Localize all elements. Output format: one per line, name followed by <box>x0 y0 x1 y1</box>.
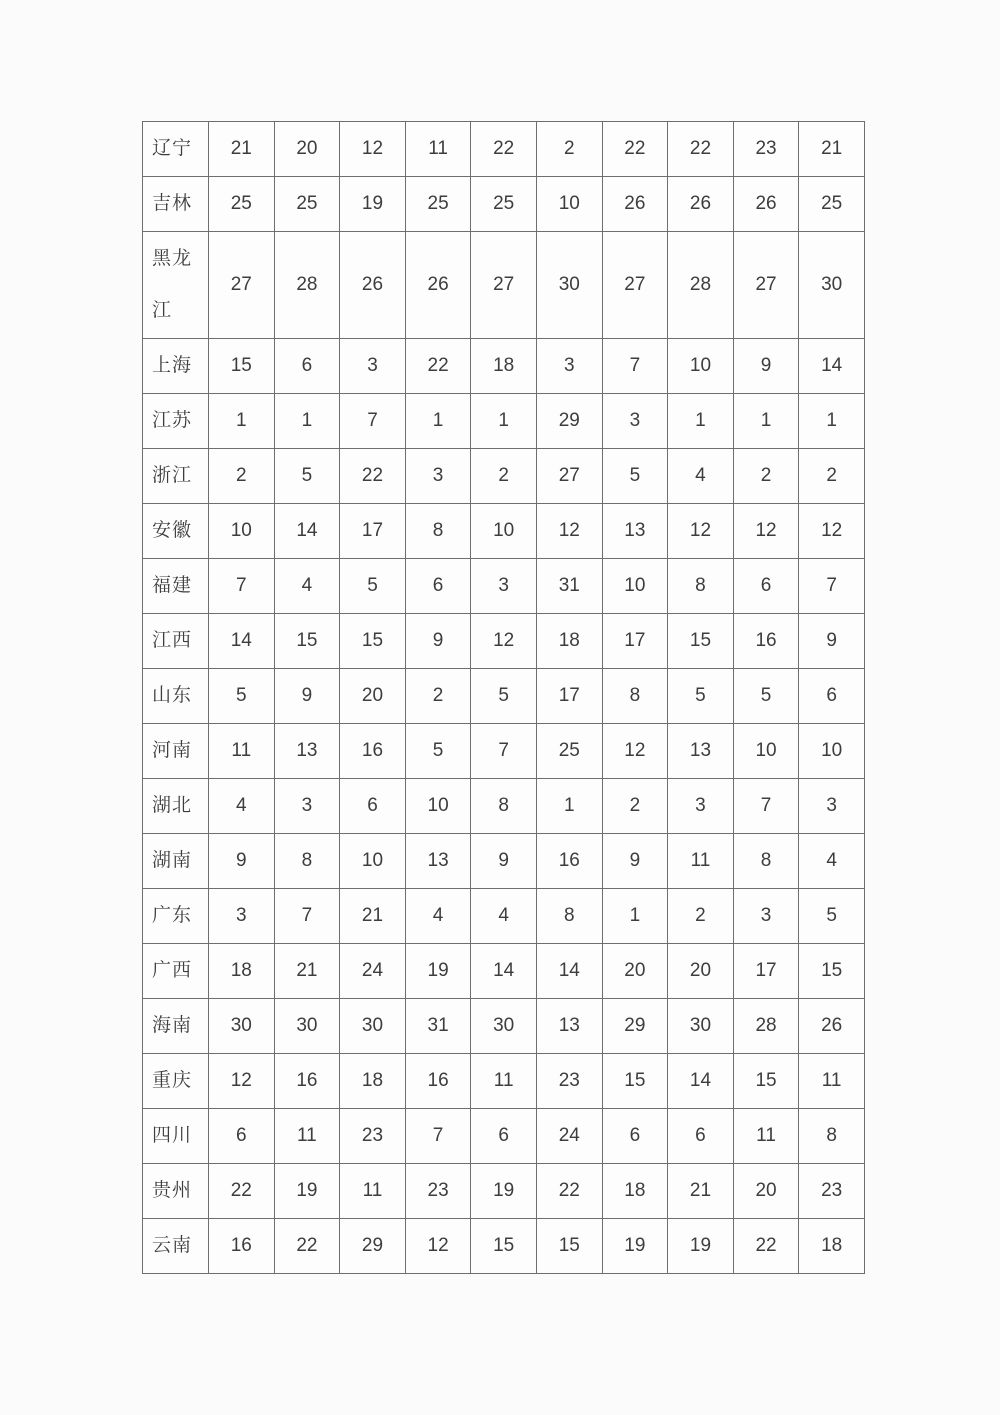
rank-value-cell: 5 <box>799 889 865 944</box>
rank-value-cell: 3 <box>209 889 275 944</box>
rank-value-cell: 7 <box>274 889 340 944</box>
rank-value-cell: 15 <box>340 614 406 669</box>
rank-value-cell: 12 <box>668 504 734 559</box>
rank-value-cell: 21 <box>340 889 406 944</box>
province-label: 贵州 <box>143 1164 209 1219</box>
rank-value-cell: 17 <box>340 504 406 559</box>
rank-value-cell: 9 <box>209 834 275 889</box>
rank-value-cell: 12 <box>733 504 799 559</box>
rank-value-cell: 27 <box>536 449 602 504</box>
rank-value-cell: 7 <box>209 559 275 614</box>
rank-value-cell: 3 <box>536 339 602 394</box>
rank-value-cell: 12 <box>799 504 865 559</box>
rank-value-cell: 4 <box>405 889 471 944</box>
rank-value-cell: 7 <box>799 559 865 614</box>
province-label: 广西 <box>143 944 209 999</box>
rank-value-cell: 25 <box>209 177 275 232</box>
rank-value-cell: 12 <box>602 724 668 779</box>
rank-value-cell: 17 <box>733 944 799 999</box>
province-label: 云南 <box>143 1219 209 1274</box>
province-label: 广东 <box>143 889 209 944</box>
rank-value-cell: 21 <box>209 122 275 177</box>
table-row <box>143 1054 865 1109</box>
rank-value-cell: 15 <box>668 614 734 669</box>
rank-value-cell: 24 <box>536 1109 602 1164</box>
rank-value-cell: 28 <box>668 232 734 339</box>
rank-value-cell: 6 <box>602 1109 668 1164</box>
rank-value-cell: 26 <box>733 177 799 232</box>
rank-value-cell: 23 <box>405 1164 471 1219</box>
rank-value-cell: 6 <box>733 559 799 614</box>
rank-value-cell: 3 <box>405 449 471 504</box>
rank-value-cell: 5 <box>733 669 799 724</box>
table-row <box>143 944 865 999</box>
rank-value-cell: 2 <box>733 449 799 504</box>
rank-value-cell: 7 <box>602 339 668 394</box>
rank-value-cell: 10 <box>602 559 668 614</box>
rank-value-cell: 14 <box>668 1054 734 1109</box>
rank-value-cell: 26 <box>405 232 471 339</box>
rank-value-cell: 4 <box>668 449 734 504</box>
rank-value-cell: 14 <box>536 944 602 999</box>
rank-value-cell: 25 <box>471 177 537 232</box>
province-label: 上海 <box>143 339 209 394</box>
rank-value-cell: 1 <box>209 394 275 449</box>
rank-value-cell: 19 <box>340 177 406 232</box>
rank-value-cell: 11 <box>668 834 734 889</box>
rank-value-cell: 1 <box>602 889 668 944</box>
rank-value-cell: 12 <box>536 504 602 559</box>
province-label: 湖北 <box>143 779 209 834</box>
rank-value-cell: 12 <box>471 614 537 669</box>
rank-value-cell: 30 <box>274 999 340 1054</box>
table-row <box>143 999 865 1054</box>
rank-value-cell: 16 <box>274 1054 340 1109</box>
rank-value-cell: 9 <box>405 614 471 669</box>
rank-value-cell: 21 <box>668 1164 734 1219</box>
rank-value-cell: 25 <box>274 177 340 232</box>
rank-value-cell: 3 <box>668 779 734 834</box>
rank-value-cell: 20 <box>668 944 734 999</box>
rank-value-cell: 23 <box>733 122 799 177</box>
province-label: 湖南 <box>143 834 209 889</box>
rank-value-cell: 20 <box>274 122 340 177</box>
rank-value-cell: 19 <box>405 944 471 999</box>
rank-value-cell: 1 <box>733 394 799 449</box>
rank-value-cell: 8 <box>536 889 602 944</box>
rank-value-cell: 2 <box>668 889 734 944</box>
rank-value-cell: 28 <box>733 999 799 1054</box>
rank-value-cell: 8 <box>471 779 537 834</box>
rank-value-cell: 4 <box>209 779 275 834</box>
province-label: 山东 <box>143 669 209 724</box>
rank-value-cell: 6 <box>471 1109 537 1164</box>
rank-value-cell: 29 <box>340 1219 406 1274</box>
rank-value-cell: 10 <box>209 504 275 559</box>
province-label: 河南 <box>143 724 209 779</box>
rank-value-cell: 25 <box>405 177 471 232</box>
rank-value-cell: 30 <box>536 232 602 339</box>
rank-value-cell: 8 <box>274 834 340 889</box>
rank-value-cell: 16 <box>209 1219 275 1274</box>
rank-value-cell: 15 <box>602 1054 668 1109</box>
rank-value-cell: 12 <box>209 1054 275 1109</box>
rank-value-cell: 5 <box>209 669 275 724</box>
rank-value-cell: 21 <box>274 944 340 999</box>
table-row <box>143 559 865 614</box>
province-label: 安徽 <box>143 504 209 559</box>
table-row <box>143 339 865 394</box>
rank-value-cell: 11 <box>471 1054 537 1109</box>
table-row <box>143 889 865 944</box>
rank-value-cell: 14 <box>209 614 275 669</box>
rank-value-cell: 5 <box>405 724 471 779</box>
table-row <box>143 669 865 724</box>
rank-value-cell: 13 <box>602 504 668 559</box>
province-label: 江苏 <box>143 394 209 449</box>
province-label: 重庆 <box>143 1054 209 1109</box>
rank-value-cell: 26 <box>602 177 668 232</box>
province-label: 辽宁 <box>143 122 209 177</box>
rank-value-cell: 10 <box>536 177 602 232</box>
rank-value-cell: 13 <box>536 999 602 1054</box>
rank-value-cell: 18 <box>536 614 602 669</box>
rank-value-cell: 16 <box>733 614 799 669</box>
rank-value-cell: 22 <box>471 122 537 177</box>
rank-value-cell: 10 <box>340 834 406 889</box>
rank-value-cell: 7 <box>733 779 799 834</box>
rank-value-cell: 2 <box>799 449 865 504</box>
table-body <box>143 122 865 1274</box>
rank-value-cell: 6 <box>274 339 340 394</box>
table-row <box>143 504 865 559</box>
rank-value-cell: 10 <box>733 724 799 779</box>
rank-value-cell: 3 <box>799 779 865 834</box>
rank-value-cell: 18 <box>471 339 537 394</box>
rank-value-cell: 14 <box>471 944 537 999</box>
rank-value-cell: 22 <box>602 122 668 177</box>
rank-value-cell: 6 <box>799 669 865 724</box>
rank-value-cell: 20 <box>733 1164 799 1219</box>
table-row <box>143 1164 865 1219</box>
rank-value-cell: 13 <box>405 834 471 889</box>
table-row <box>143 724 865 779</box>
table-row <box>143 1219 865 1274</box>
rank-value-cell: 2 <box>602 779 668 834</box>
rank-value-cell: 26 <box>799 999 865 1054</box>
province-label: 福建 <box>143 559 209 614</box>
rank-value-cell: 25 <box>536 724 602 779</box>
rank-value-cell: 16 <box>536 834 602 889</box>
rank-value-cell: 1 <box>405 394 471 449</box>
province-label: 四川 <box>143 1109 209 1164</box>
rank-value-cell: 22 <box>340 449 406 504</box>
rank-value-cell: 26 <box>340 232 406 339</box>
rank-value-cell: 2 <box>405 669 471 724</box>
province-label: 浙江 <box>143 449 209 504</box>
rank-value-cell: 2 <box>536 122 602 177</box>
table-row <box>143 449 865 504</box>
rank-value-cell: 30 <box>471 999 537 1054</box>
rank-value-cell: 22 <box>209 1164 275 1219</box>
rank-value-cell: 27 <box>602 232 668 339</box>
rank-value-cell: 18 <box>340 1054 406 1109</box>
rank-value-cell: 3 <box>602 394 668 449</box>
rank-value-cell: 15 <box>536 1219 602 1274</box>
rank-value-cell: 19 <box>274 1164 340 1219</box>
rank-value-cell: 24 <box>340 944 406 999</box>
rank-value-cell: 4 <box>274 559 340 614</box>
rank-value-cell: 30 <box>340 999 406 1054</box>
rank-value-cell: 9 <box>274 669 340 724</box>
rank-value-cell: 23 <box>536 1054 602 1109</box>
table-row <box>143 394 865 449</box>
rank-value-cell: 28 <box>274 232 340 339</box>
rank-value-cell: 22 <box>536 1164 602 1219</box>
rank-value-cell: 5 <box>274 449 340 504</box>
rank-value-cell: 22 <box>405 339 471 394</box>
rank-value-cell: 3 <box>471 559 537 614</box>
table-row <box>143 779 865 834</box>
province-label: 海南 <box>143 999 209 1054</box>
province-label: 黑龙江 <box>143 232 209 339</box>
rank-value-cell: 18 <box>799 1219 865 1274</box>
rank-value-cell: 6 <box>209 1109 275 1164</box>
rank-value-cell: 22 <box>733 1219 799 1274</box>
rank-value-cell: 3 <box>340 339 406 394</box>
rank-value-cell: 1 <box>668 394 734 449</box>
rank-value-cell: 23 <box>340 1109 406 1164</box>
rank-value-cell: 7 <box>340 394 406 449</box>
rank-value-cell: 27 <box>733 232 799 339</box>
rank-value-cell: 30 <box>668 999 734 1054</box>
rank-value-cell: 1 <box>799 394 865 449</box>
rank-value-cell: 2 <box>471 449 537 504</box>
rank-value-cell: 15 <box>733 1054 799 1109</box>
rank-value-cell: 22 <box>274 1219 340 1274</box>
rank-value-cell: 25 <box>799 177 865 232</box>
rank-value-cell: 9 <box>799 614 865 669</box>
rank-value-cell: 19 <box>668 1219 734 1274</box>
rank-value-cell: 11 <box>209 724 275 779</box>
table-row <box>143 232 865 339</box>
table-row <box>143 122 865 177</box>
rank-value-cell: 8 <box>668 559 734 614</box>
rank-value-cell: 4 <box>799 834 865 889</box>
rank-value-cell: 20 <box>602 944 668 999</box>
rank-value-cell: 21 <box>799 122 865 177</box>
rank-value-cell: 15 <box>274 614 340 669</box>
rank-value-cell: 3 <box>733 889 799 944</box>
rank-value-cell: 10 <box>668 339 734 394</box>
province-rank-table <box>142 121 865 1274</box>
rank-value-cell: 5 <box>471 669 537 724</box>
rank-value-cell: 10 <box>799 724 865 779</box>
rank-value-cell: 22 <box>668 122 734 177</box>
rank-value-cell: 1 <box>274 394 340 449</box>
rank-value-cell: 8 <box>733 834 799 889</box>
rank-value-cell: 17 <box>536 669 602 724</box>
rank-value-cell: 19 <box>602 1219 668 1274</box>
rank-value-cell: 15 <box>471 1219 537 1274</box>
rank-value-cell: 15 <box>799 944 865 999</box>
rank-value-cell: 20 <box>340 669 406 724</box>
rank-value-cell: 12 <box>405 1219 471 1274</box>
table-row <box>143 1109 865 1164</box>
rank-value-cell: 5 <box>340 559 406 614</box>
rank-value-cell: 13 <box>274 724 340 779</box>
rank-value-cell: 26 <box>668 177 734 232</box>
rank-value-cell: 31 <box>405 999 471 1054</box>
rank-value-cell: 18 <box>602 1164 668 1219</box>
rank-value-cell: 18 <box>209 944 275 999</box>
rank-value-cell: 7 <box>471 724 537 779</box>
table-row <box>143 177 865 232</box>
province-label: 吉林 <box>143 177 209 232</box>
rank-value-cell: 8 <box>405 504 471 559</box>
rank-value-cell: 3 <box>274 779 340 834</box>
rank-value-cell: 15 <box>209 339 275 394</box>
rank-value-cell: 31 <box>536 559 602 614</box>
rank-value-cell: 17 <box>602 614 668 669</box>
rank-value-cell: 5 <box>668 669 734 724</box>
rank-value-cell: 10 <box>471 504 537 559</box>
rank-value-cell: 14 <box>799 339 865 394</box>
rank-value-cell: 11 <box>799 1054 865 1109</box>
rank-value-cell: 19 <box>471 1164 537 1219</box>
rank-value-cell: 29 <box>602 999 668 1054</box>
rank-value-cell: 6 <box>405 559 471 614</box>
rank-value-cell: 12 <box>340 122 406 177</box>
rank-value-cell: 9 <box>471 834 537 889</box>
rank-value-cell: 9 <box>602 834 668 889</box>
rank-value-cell: 11 <box>733 1109 799 1164</box>
rank-value-cell: 13 <box>668 724 734 779</box>
rank-value-cell: 29 <box>536 394 602 449</box>
rank-value-cell: 14 <box>274 504 340 559</box>
rank-value-cell: 16 <box>405 1054 471 1109</box>
rank-value-cell: 11 <box>340 1164 406 1219</box>
rank-value-cell: 8 <box>799 1109 865 1164</box>
rank-value-cell: 27 <box>209 232 275 339</box>
rank-value-cell: 1 <box>471 394 537 449</box>
rank-value-cell: 6 <box>340 779 406 834</box>
table-row <box>143 614 865 669</box>
rank-value-cell: 10 <box>405 779 471 834</box>
rank-value-cell: 2 <box>209 449 275 504</box>
rank-value-cell: 6 <box>668 1109 734 1164</box>
rank-value-cell: 9 <box>733 339 799 394</box>
rank-value-cell: 16 <box>340 724 406 779</box>
rank-value-cell: 30 <box>799 232 865 339</box>
rank-value-cell: 4 <box>471 889 537 944</box>
rank-value-cell: 11 <box>274 1109 340 1164</box>
rank-value-cell: 7 <box>405 1109 471 1164</box>
rank-value-cell: 27 <box>471 232 537 339</box>
rank-value-cell: 5 <box>602 449 668 504</box>
table-row <box>143 834 865 889</box>
province-label: 江西 <box>143 614 209 669</box>
rank-value-cell: 1 <box>536 779 602 834</box>
rank-value-cell: 30 <box>209 999 275 1054</box>
rank-value-cell: 23 <box>799 1164 865 1219</box>
rank-value-cell: 11 <box>405 122 471 177</box>
rank-value-cell: 8 <box>602 669 668 724</box>
